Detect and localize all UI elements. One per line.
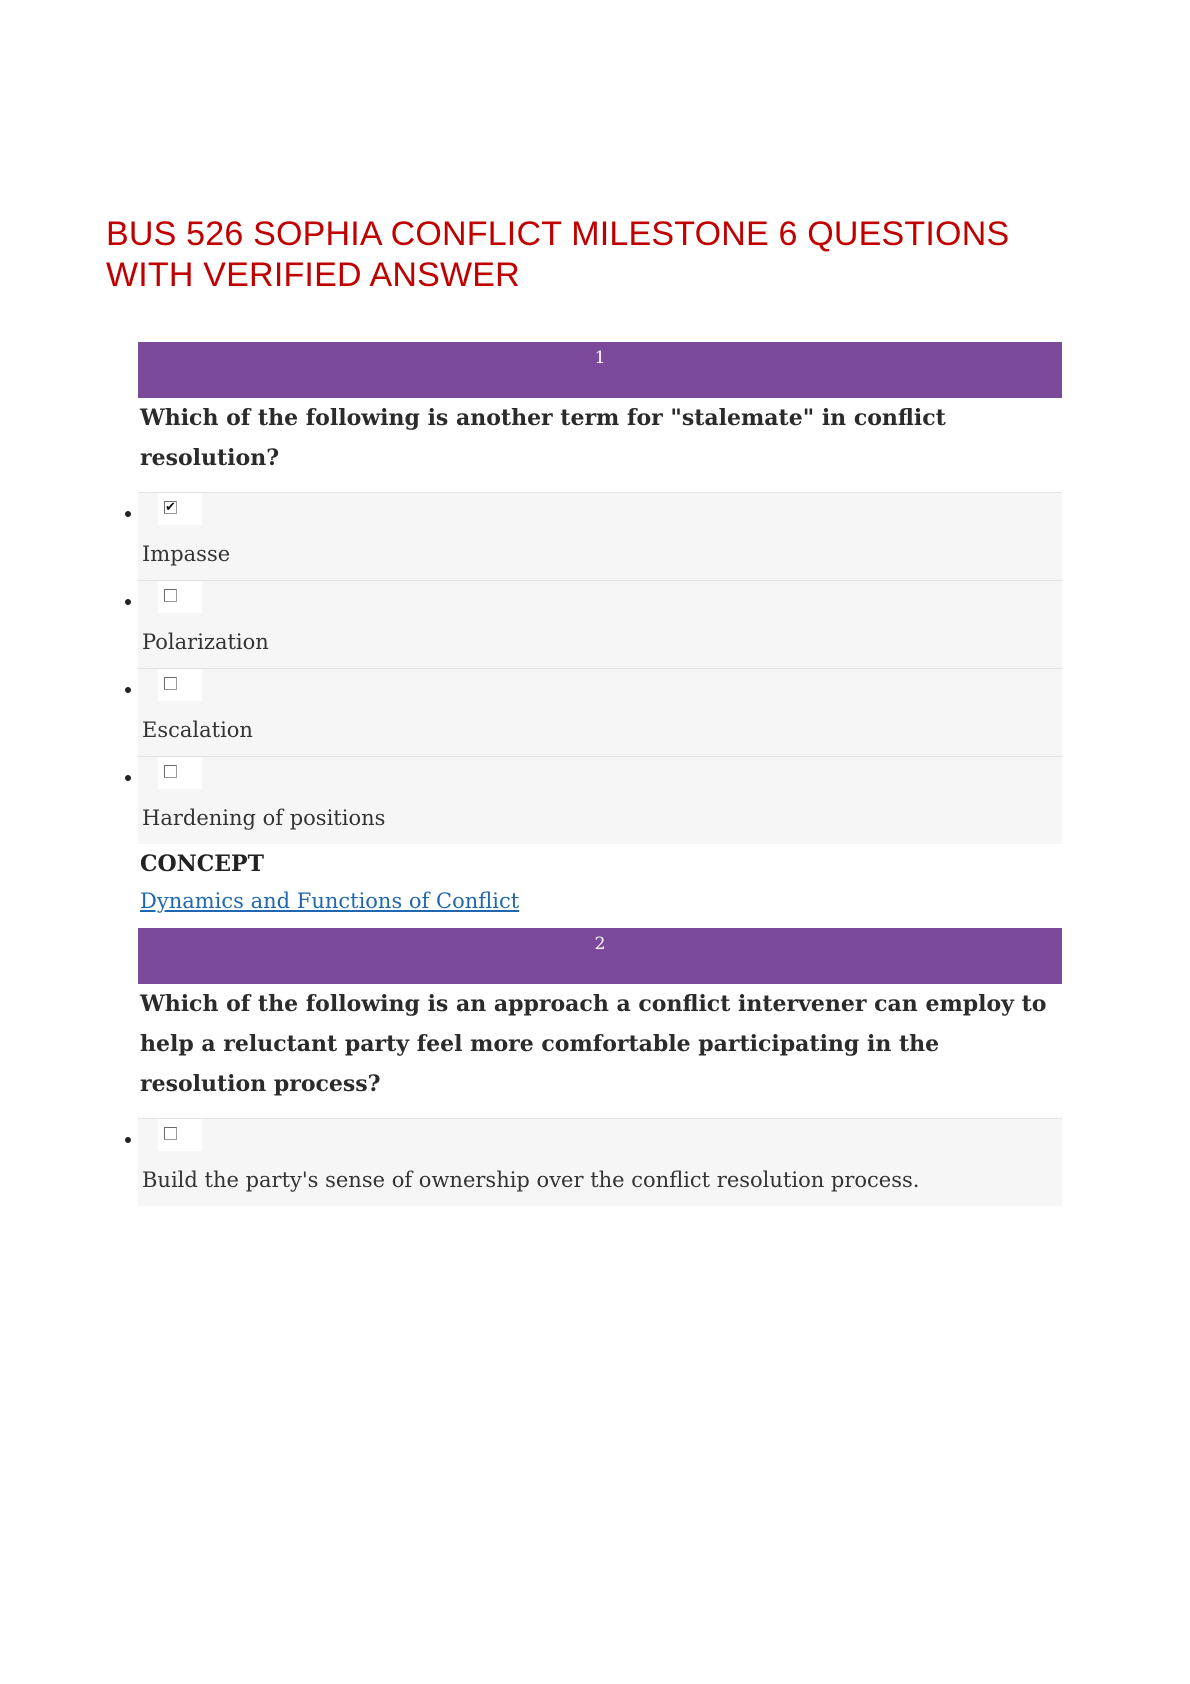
answer-options <box>138 492 1062 844</box>
answer-option[interactable] <box>138 756 1062 844</box>
checkbox-unchecked-icon[interactable] <box>164 765 177 778</box>
checkbox-unchecked-icon[interactable] <box>164 589 177 602</box>
checkbox-checked-icon[interactable]: ✔ <box>165 500 176 515</box>
answer-option-label: Escalation <box>142 718 253 742</box>
answer-option[interactable] <box>138 668 1062 756</box>
answer-option[interactable] <box>138 580 1062 668</box>
bullet-icon <box>125 599 131 605</box>
question-2 <box>138 928 1062 1206</box>
concept-link[interactable]: Dynamics and Functions of Conflict <box>140 889 520 913</box>
checkbox-unchecked-icon[interactable] <box>164 677 177 690</box>
answer-option[interactable] <box>138 492 1062 580</box>
question-number-header: 2 <box>138 928 1062 984</box>
question-number-header: 1 <box>138 342 1062 398</box>
answer-option-label: Impasse <box>142 542 231 566</box>
document-title: BUS 526 SOPHIA CONFLICT MILESTONE 6 QUESTIONS WITH VERIFIED ANSWER <box>106 215 1010 294</box>
bullet-icon <box>125 511 131 517</box>
checkbox-unchecked-icon[interactable] <box>164 1127 177 1140</box>
question-1 <box>138 342 1062 918</box>
concept-heading: CONCEPT <box>140 851 264 877</box>
answer-option-label: Build the party's sense of ownership over the conflict resolution process. <box>142 1168 920 1192</box>
bullet-icon <box>125 687 131 693</box>
answer-option-label: Polarization <box>142 630 269 654</box>
question-text: Which of the following is an approach a conflict intervener can employ to help a reluctant party feel more comfortable participating in the resolution process? <box>140 991 1047 1097</box>
bullet-icon <box>125 1137 131 1143</box>
question-text: Which of the following is another term for "stalemate" in conflict resolution? <box>140 405 946 471</box>
answer-option-label: Hardening of positions <box>142 806 386 830</box>
bullet-icon <box>125 775 131 781</box>
answer-options <box>138 1118 1062 1206</box>
answer-option[interactable] <box>138 1118 1062 1206</box>
